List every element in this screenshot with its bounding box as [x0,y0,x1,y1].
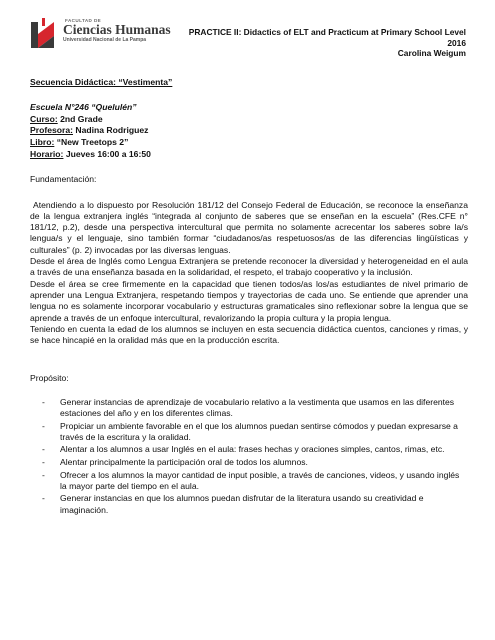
schedule-row [30,149,468,161]
list-item [30,444,468,455]
bullet-dash: - [42,396,45,407]
course-value: 2nd Grade [57,113,103,124]
logo-university-name: Universidad Nacional de La Pampa [63,37,147,43]
list-item [30,470,468,492]
logo-text [63,18,193,43]
schedule-value: Jueves 16:00 a 16:50 [63,148,151,159]
bullet-dash: - [42,456,45,467]
teacher-label: Profesora: [30,125,73,136]
paragraph: Desde el área se cree firmemente en la capacidad que tienen todos/as los/as estudiantes de nivel primario de aprender una Lengua Extranjera, respetando tiempos y trayectorias de cada uno. Se entiende que aprender una lengua no es solamente incorporar vocabulario y estructuras gramaticales sino reflexionar sobre la lengua que se aprende a través de un enfoque intercultural, revalorizando la propia cultura y la propia lengua. [30,278,468,323]
logo-faculty-name: Ciencias Humanas [63,22,171,37]
bullet-dash: - [42,469,45,480]
fundamentacion-text [30,200,468,347]
header-author: Carolina Weigum [397,48,466,59]
faculty-logo [30,18,190,52]
bullet-dash: - [42,420,45,431]
list-item [30,421,468,443]
teacher-value: Nadina Rodriguez [72,125,149,136]
document-body [30,77,468,517]
list-item-text: Generar instancias de aprendizaje de vocabulario relativo a la vestimenta que usamos en las diferentes estaciones del año y en los diferentes climas. [60,396,455,418]
list-item [30,457,468,468]
list-item [30,397,468,419]
bullet-dash: - [42,444,45,455]
document-title: Secuencia Didáctica: “Vestimenta” [30,77,173,87]
proposito-heading: Propósito: [30,373,69,384]
paragraph: Desde el área de Inglés como Lengua Extranjera se pretende reconocer la diversidad y heterogeneidad en el aula a través de una enseñanza basada en la solidaridad, el respeto, el trabajo cooperativo y la inclusión. [30,256,468,278]
course-line: PRACTICE II: Didactics of ELT and Practicum at Primary School Level [188,27,466,37]
header-year: 2016 [447,37,466,48]
list-item-text: Alentar a los alumnos a usar Inglés en el aula: frases hechas y oraciones simples, cantos, rimas, etc. [60,444,445,455]
book-row [30,137,468,149]
schedule-label: Horario: [30,148,64,159]
teacher-row [30,125,468,137]
list-item-text: Ofrecer a los alumnos la mayor cantidad de input posible, a través de canciones, videos, y usando inglés la mayor parte del tiempo en el aula. [60,469,460,491]
list-item [30,493,468,515]
bullet-dash: - [42,493,45,504]
paragraph: Teniendo en cuenta la edad de los alumnos se incluyen en esta secuencia didáctica cuentos, canciones y rimas, y se hace hincapié en la oralidad más que en la producción escrita. [30,323,468,346]
fundamentacion-heading: Fundamentación: [30,174,97,185]
course-row [30,114,468,126]
logo-faculty-label: FACULTAD DE [65,18,102,23]
book-value: “New Treetops 2” [54,137,129,148]
paragraph: Atendiendo a lo dispuesto por Resolución 181/12 del Consejo Federal de Educación, se reconoce la enseñanza de la lengua extranjera inglés “integrada al conjunto de saberes que se enseñan en la escuela” (Res.CFE n° 181/12, p.2), desde una perspectiva intercultural que permita no solamente acrecentar los saberes sobre la/s lengua/s y el lenguaje, sino también formar “ciudadanos/as respetuosos/as de las diferencias lingüísticas y culturales” (p. 2) invocadas por las diversas lenguas. [30,199,468,255]
info-block [30,102,468,160]
proposito-list [30,397,468,516]
list-item-text: Propiciar un ambiente favorable en el que los alumnos puedan sentirse cómodos y puedan expresarse a través de la escritura y la oralidad. [60,420,458,442]
list-item-text: Alentar principalmente la participación oral de todos los alumnos. [60,456,308,467]
course-label: Curso: [30,113,58,124]
list-item-text: Generar instancias en que los alumnos puedan disfrutar de la literatura usando su creatividad e imaginación. [60,493,424,515]
book-label: Libro: [30,137,55,148]
faculty-emblem-icon [30,18,58,50]
document-header [189,27,466,59]
school-name: Escuela N°246 “Quelulén” [30,102,137,113]
